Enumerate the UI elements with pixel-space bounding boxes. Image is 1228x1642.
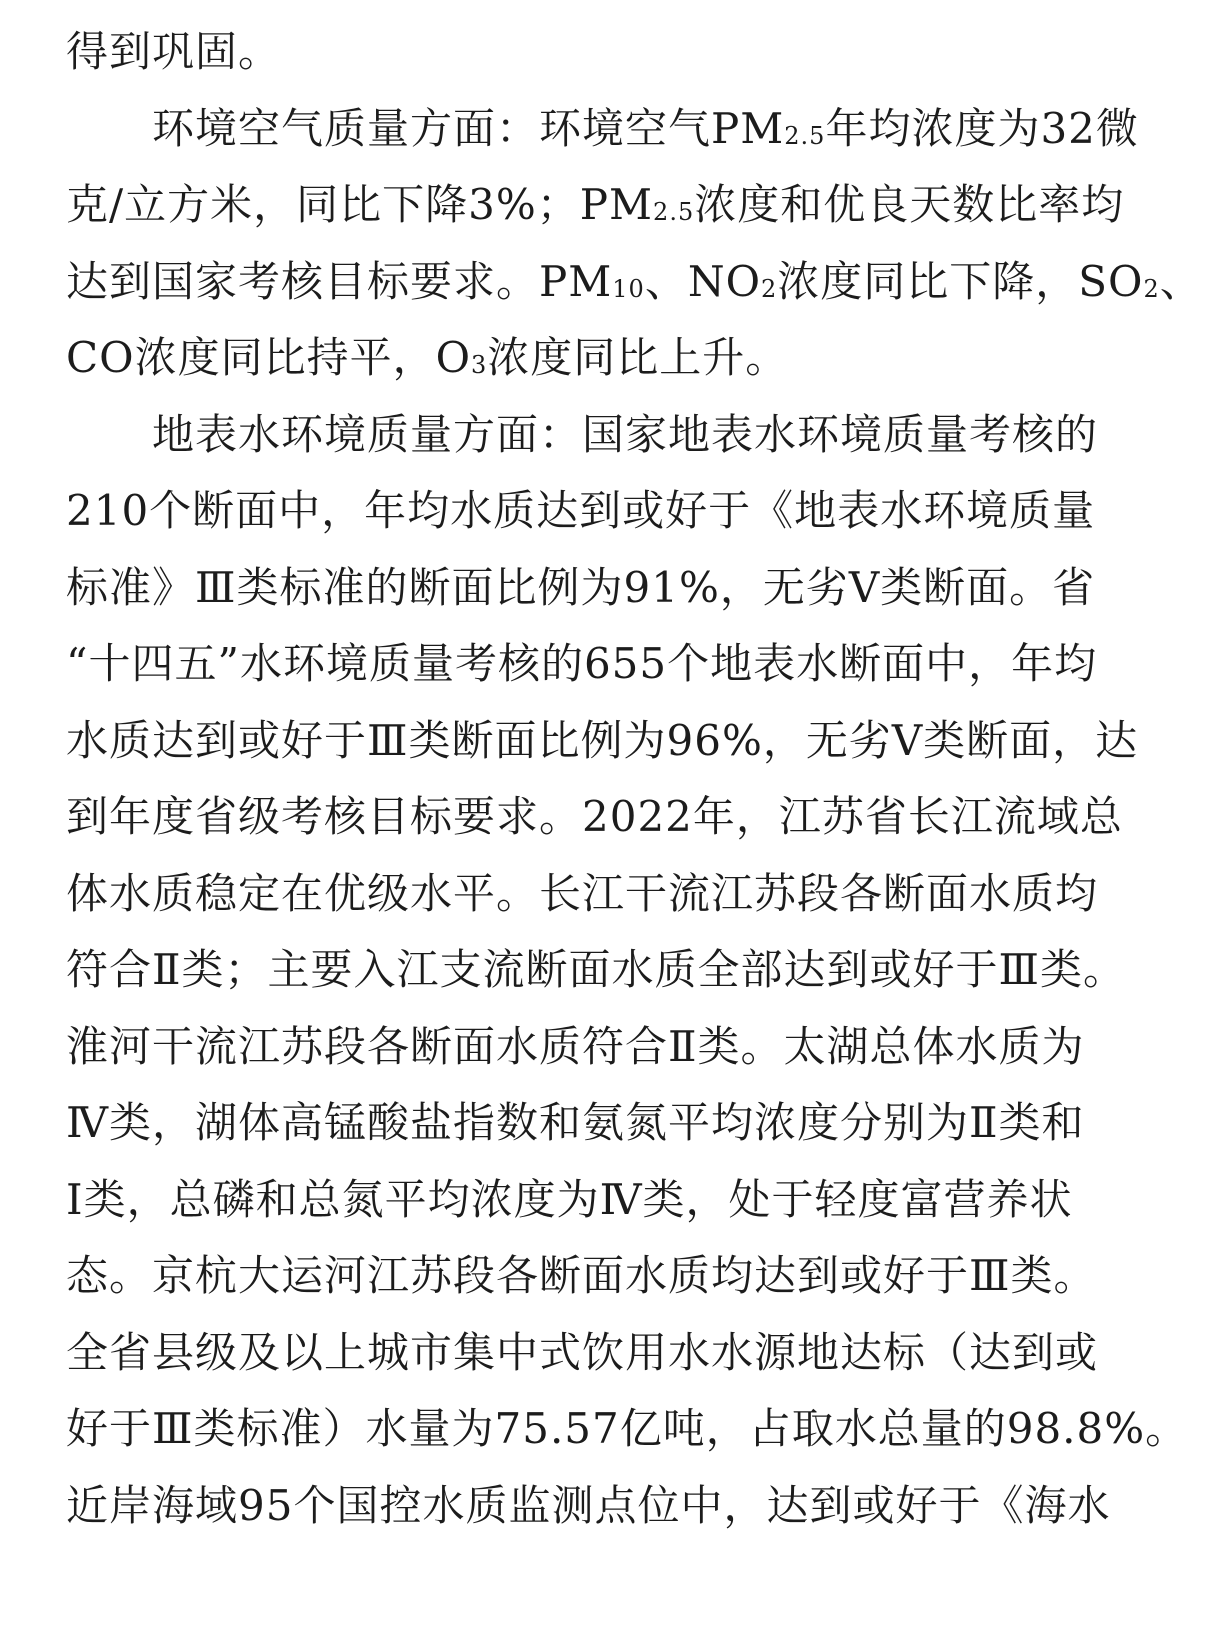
text-line: 态。京杭大运河江苏段各断面水质均达到或好于Ⅲ类。 [66,1251,1097,1300]
body-text [66,14,1203,1544]
text-line: 到年度省级考核目标要求。2022年，江苏省长江流域总 [66,792,1123,841]
subscript: 3 [471,351,488,379]
text-line: 近岸海域95个国控水质监测点位中，达到或好于《海水 [66,1480,1111,1530]
text-line: 210个断面中，年均水质达到或好于《地表水环境质量 [66,486,1096,535]
text-line: 水质达到或好于Ⅲ类断面比例为96%，无劣Ⅴ类断面，达 [66,715,1139,765]
subscript: 2.5 [653,198,695,226]
subscript: 10 [612,274,645,303]
subscript: 2 [1143,274,1160,303]
text-line: 淮河干流江苏段各断面水质符合Ⅱ类。太湖总体水质为 [66,1021,1085,1071]
text-line: “十四五”水环境质量考核的655个地表水断面中，年均 [66,639,1098,688]
text-line: 全省县级及以上城市集中式饮用水水源地达标（达到或 [66,1327,1099,1377]
text-line: 得到巩固。 [66,27,282,76]
text-line: 标准》Ⅲ类标准的断面比例为91%，无劣Ⅴ类断面。省 [66,562,1096,612]
text-line: 符合Ⅱ类；主要入江支流断面水质全部达到或好于Ⅲ类。 [66,945,1127,994]
text-line: Ⅳ类，湖体高锰酸盐指数和氨氮平均浓度分别为Ⅱ类和 [66,1098,1085,1147]
text-line: CO浓度同比持平，O3浓度同比上升。 [66,333,789,382]
text-line: 体水质稳定在优级水平。长江干流江苏段各断面水质均 [66,868,1099,918]
text-line: 克/立方米，同比下降3%；PM2.5浓度和优良天数比率均 [66,180,1125,229]
subscript: 2.5 [784,121,826,150]
text-line: Ⅰ类，总磷和总氮平均浓度为Ⅳ类，处于轻度富营养状 [66,1174,1073,1224]
text-line: 环境空气质量方面：环境空气PM2.5年均浓度为32微 [152,103,1139,153]
subscript: 2 [761,274,778,303]
text-line: 地表水环境质量方面：国家地表水环境质量考核的 [152,409,1099,459]
text-line: 达到国家考核目标要求。PM10、NO2浓度同比下降，SO2、 [66,256,1203,306]
text-line: 好于Ⅲ类标准）水量为75.57亿吨，占取水总量的98.8%。 [66,1404,1189,1453]
